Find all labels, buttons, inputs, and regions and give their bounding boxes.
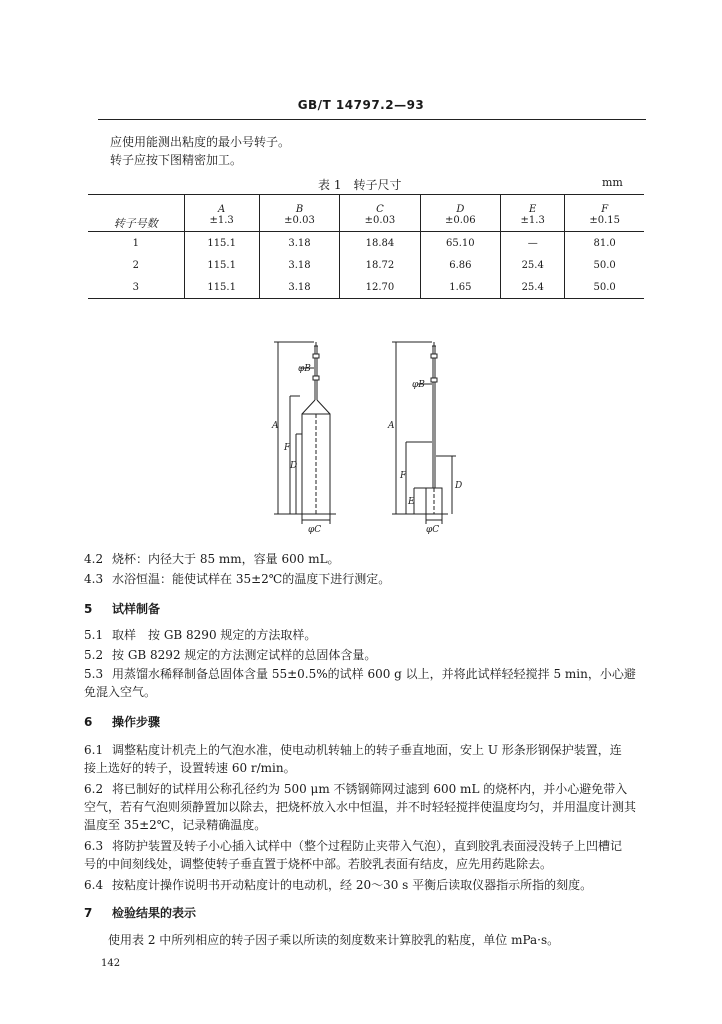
col-tol-b: ±0.03 — [259, 215, 339, 232]
clause-5-2 — [84, 647, 376, 663]
clause-6-1 — [84, 742, 622, 758]
clause-5-3 — [84, 666, 636, 682]
table-cell: 18.72 — [340, 254, 420, 276]
col-letter-a: A — [184, 195, 259, 216]
clause-6-2-cont-1: 空气，若有气泡则须静置加以除去，把烧杯放入水中恒温，并不时轻轻搅拌使温度均匀，并用温度计测其 — [84, 800, 637, 814]
col-tol-c: ±0.03 — [340, 215, 420, 232]
clause-6-2 — [84, 781, 627, 797]
table-cell: 50.0 — [565, 276, 644, 299]
clause-6-3 — [84, 838, 622, 854]
table-cell: 12.70 — [340, 276, 420, 299]
section-5-heading — [84, 600, 160, 617]
table-row — [88, 276, 644, 299]
clause-text: 取样 按 GB 8290 规定的方法取样。 — [112, 628, 317, 642]
section-number: 6 — [84, 715, 93, 729]
table-cell: — — [501, 232, 565, 255]
clause-5-3-cont: 免混入空气。 — [84, 685, 157, 699]
col-tol-d: ±0.06 — [420, 215, 500, 232]
clause-5-1 — [84, 627, 316, 643]
clause-number: 4.3 — [84, 572, 104, 586]
clause-number: 5.1 — [84, 628, 104, 642]
standard-code-header: GB/T 14797.2—93 — [297, 98, 425, 112]
clause-6-2-cont-2: 温度至 35±2℃，记录精确温度。 — [84, 818, 267, 832]
clause-text: 将已制好的试样用公称孔径约为 500 μm 不锈钢筛网过滤到 600 mL 的烧杯内，并小心避免带入 — [112, 782, 628, 796]
row-id: 1 — [88, 232, 184, 255]
row-id: 2 — [88, 254, 184, 276]
table-cell: 6.86 — [420, 254, 500, 276]
col-letter-f: F — [565, 195, 644, 216]
table-cell: 25.4 — [501, 254, 565, 276]
clause-number: 6.1 — [84, 743, 104, 757]
rotor-number-header: 转子号数 — [88, 195, 184, 232]
label-phi-c-left: φC — [308, 525, 322, 535]
table-cell: 81.0 — [565, 232, 644, 255]
clause-number: 6.4 — [84, 878, 104, 892]
col-letter-e: E — [501, 195, 565, 216]
table-cell: 3.18 — [259, 232, 339, 255]
table-cell: 3.18 — [259, 276, 339, 299]
table-cell: 115.1 — [184, 232, 259, 255]
label-f-left: F — [284, 443, 291, 453]
section-6-heading — [84, 713, 160, 730]
label-e-right: E — [408, 497, 415, 507]
clause-text: 按粘度计操作说明书开动粘度计的电动机，经 20～30 s 平衡后读取仪器指示所指的刻度。 — [112, 878, 593, 892]
table-cell: 50.0 — [565, 254, 644, 276]
table-cell: 1.65 — [420, 276, 500, 299]
label-a-left: A — [272, 421, 279, 431]
table-cell: 115.1 — [184, 276, 259, 299]
clause-number: 6.2 — [84, 782, 104, 796]
section-7-text: 使用表 2 中所列相应的转子因子乘以所读的刻度数来计算胶乳的粘度，单位 mPa·s。 — [108, 933, 560, 947]
table-cell: 25.4 — [501, 276, 565, 299]
clause-number: 5.3 — [84, 667, 104, 681]
table-cell: 65.10 — [420, 232, 500, 255]
label-a-right: A — [388, 421, 395, 431]
table-caption: 表 1 转子尺寸 — [318, 178, 402, 192]
label-d-right: D — [455, 481, 463, 491]
table-cell: 115.1 — [184, 254, 259, 276]
clause-number: 6.3 — [84, 839, 104, 853]
label-phi-b-left: φB — [298, 364, 311, 374]
clause-6-1-cont: 接上选好的转子，设置转速 60 r/min。 — [84, 761, 296, 775]
clause-6-3-cont: 号的中间刻线处，调整使转子垂直置于烧杯中部。若胶乳表面有结皮，应先用药匙除去。 — [84, 857, 553, 871]
label-d-left: D — [290, 461, 298, 471]
clause-text: 用蒸馏水稀释制备总固体含量 55±0.5%的试样 600 g 以上，并将此试样轻轻搅拌 5 min，小心避 — [112, 667, 636, 681]
table-unit: mm — [602, 176, 623, 189]
clause-text: 将防护装置及转子小心插入试样中（整个过程防止夹带入气泡），直到胶乳表面浸没转子上凹槽记 — [112, 839, 623, 853]
col-tol-a: ±1.3 — [184, 215, 259, 232]
clause-text: 按 GB 8292 规定的方法测定试样的总固体含量。 — [112, 648, 377, 662]
section-title: 试样制备 — [112, 602, 161, 616]
intro-line-1: 应使用能测出粘度的最小号转子。 — [110, 135, 291, 149]
section-title: 检验结果的表示 — [112, 906, 197, 920]
col-letter-c: C — [340, 195, 420, 216]
rotor-dimension-table — [88, 194, 644, 299]
clause-4-2 — [84, 551, 340, 567]
label-f-right: F — [400, 471, 407, 481]
col-letter-b: B — [259, 195, 339, 216]
table-row — [88, 232, 644, 255]
clause-4-3 — [84, 571, 390, 587]
table-cell: 3.18 — [259, 254, 339, 276]
col-tol-e: ±1.3 — [501, 215, 565, 232]
clause-text: 烧杯：内径大于 85 mm，容量 600 mL。 — [112, 552, 340, 566]
label-phi-c-right: φC — [426, 525, 440, 535]
clause-6-4 — [84, 877, 592, 893]
section-title: 操作步骤 — [112, 715, 161, 729]
label-phi-b-right: φB — [412, 380, 425, 390]
page-number: 142 — [101, 958, 121, 969]
section-7-heading — [84, 904, 196, 921]
clause-number: 5.2 — [84, 648, 104, 662]
section-number: 7 — [84, 906, 93, 920]
clause-number: 4.2 — [84, 552, 104, 566]
section-number: 5 — [84, 602, 93, 616]
row-id: 3 — [88, 276, 184, 299]
clause-text: 水浴恒温：能使试样在 35±2℃的温度下进行测定。 — [112, 572, 391, 586]
table-cell: 18.84 — [340, 232, 420, 255]
col-letter-d: D — [420, 195, 500, 216]
intro-line-2: 转子应按下图精密加工。 — [110, 153, 243, 167]
clause-text: 调整粘度计机壳上的气泡水准，使电动机转轴上的转子垂直地面，安上 U 形条形钢保护装置，连 — [112, 743, 622, 757]
table-row — [88, 254, 644, 276]
rotor-drawing-disc — [392, 342, 456, 524]
header-rule — [98, 119, 646, 120]
rotor-drawing-figure — [256, 338, 486, 538]
col-tol-f: ±0.15 — [565, 215, 644, 232]
